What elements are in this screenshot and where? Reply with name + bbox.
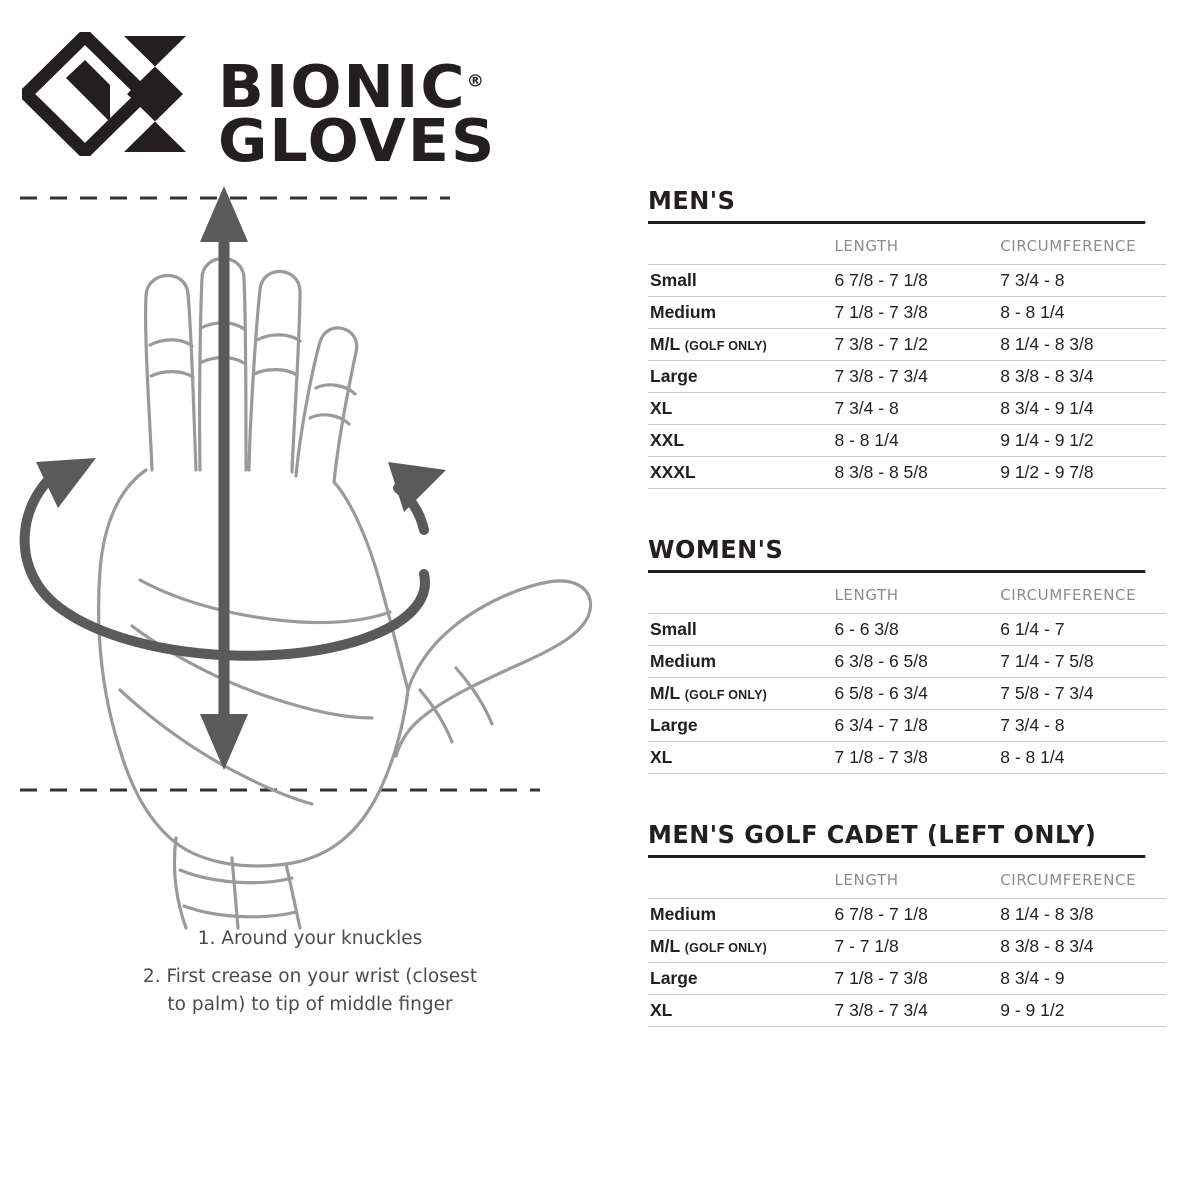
cell-size: Large	[648, 710, 834, 742]
table-title-mens: MEN'S	[648, 186, 1145, 224]
brand-wordmark	[218, 52, 497, 176]
column-header-circumference: CIRCUMFERENCE	[1000, 573, 1166, 614]
cell-length: 7 1/8 - 7 3/8	[834, 963, 1000, 995]
table-title-womens: WOMEN'S	[648, 535, 1145, 573]
registered-mark: ®	[466, 71, 484, 92]
column-header-length: LENGTH	[834, 573, 1000, 614]
cell-length: 8 3/8 - 8 5/8	[834, 457, 1000, 489]
cell-size: Large	[648, 963, 834, 995]
cell-size: Large	[648, 361, 834, 393]
column-header-length: LENGTH	[834, 224, 1000, 265]
cell-circumference: 6 1/4 - 7	[1000, 614, 1166, 646]
table-title-mens-golf-cadet: MEN'S GOLF CADET (LEFT ONLY)	[648, 820, 1145, 858]
cell-circumference: 7 3/4 - 8	[1000, 265, 1166, 297]
brand-line-2: GLOVES	[218, 106, 497, 176]
cell-length: 7 3/8 - 7 1/2	[834, 329, 1000, 361]
length-arrow	[200, 186, 248, 770]
table-row	[648, 265, 1166, 297]
cell-length: 6 5/8 - 6 3/4	[834, 678, 1000, 710]
cell-size: Small	[648, 265, 834, 297]
column-header-circumference: CIRCUMFERENCE	[1000, 858, 1166, 899]
cell-size: M/L (GOLF ONLY)	[648, 329, 834, 361]
hand-illustration-panel	[0, 170, 615, 1030]
table-row	[648, 614, 1166, 646]
cell-length: 7 1/8 - 7 3/8	[834, 742, 1000, 774]
cell-length: 7 - 7 1/8	[834, 931, 1000, 963]
cell-size: XXXL	[648, 457, 834, 489]
brand-logo	[22, 26, 582, 176]
cell-length: 6 3/4 - 7 1/8	[834, 710, 1000, 742]
size-table-womens	[648, 573, 1166, 774]
cell-size-note: (GOLF ONLY)	[684, 688, 767, 702]
table-header-row	[648, 224, 1166, 265]
cell-size: Medium	[648, 899, 834, 931]
size-table-mens	[648, 224, 1166, 489]
table-row	[648, 646, 1166, 678]
cell-circumference: 9 1/4 - 9 1/2	[1000, 425, 1166, 457]
cell-size: XXL	[648, 425, 834, 457]
table-row	[648, 678, 1166, 710]
cell-length: 7 3/8 - 7 3/4	[834, 361, 1000, 393]
column-header-size	[648, 858, 834, 899]
table-row	[648, 361, 1166, 393]
cell-size: XL	[648, 995, 834, 1027]
table-row	[648, 297, 1166, 329]
brand-line-1: BIONIC®	[218, 52, 484, 121]
cell-length: 7 1/8 - 7 3/8	[834, 297, 1000, 329]
table-block-womens	[648, 535, 1166, 774]
table-row	[648, 931, 1166, 963]
column-header-size	[648, 224, 834, 265]
table-row	[648, 329, 1166, 361]
table-row	[648, 425, 1166, 457]
cell-size-note: (GOLF ONLY)	[684, 339, 767, 353]
cell-circumference: 9 1/2 - 9 7/8	[1000, 457, 1166, 489]
hand-measurement-illustration	[0, 170, 615, 930]
cell-length: 6 3/8 - 6 5/8	[834, 646, 1000, 678]
cell-circumference: 8 1/4 - 8 3/8	[1000, 899, 1166, 931]
cell-size: XL	[648, 742, 834, 774]
column-header-circumference: CIRCUMFERENCE	[1000, 224, 1166, 265]
column-header-length: LENGTH	[834, 858, 1000, 899]
cell-circumference: 8 - 8 1/4	[1000, 742, 1166, 774]
table-block-mens-golf-cadet	[648, 820, 1166, 1027]
size-table-mens-golf-cadet	[648, 858, 1166, 1027]
cell-size: Medium	[648, 646, 834, 678]
column-header-size	[648, 573, 834, 614]
table-row	[648, 742, 1166, 774]
cell-circumference: 8 3/8 - 8 3/4	[1000, 931, 1166, 963]
table-row	[648, 710, 1166, 742]
cell-size: Small	[648, 614, 834, 646]
cell-circumference: 8 3/4 - 9 1/4	[1000, 393, 1166, 425]
table-row	[648, 457, 1166, 489]
cell-size: Medium	[648, 297, 834, 329]
instruction-2: 2. First crease on your wrist (closest to palm) to tip of middle finger	[142, 965, 478, 1015]
cell-circumference: 8 - 8 1/4	[1000, 297, 1166, 329]
cell-size: XL	[648, 393, 834, 425]
measurement-instructions	[60, 925, 560, 1018]
cell-length: 7 3/4 - 8	[834, 393, 1000, 425]
cell-size-note: (GOLF ONLY)	[684, 941, 767, 955]
table-header-row	[648, 858, 1166, 899]
cell-circumference: 7 3/4 - 8	[1000, 710, 1166, 742]
cell-length: 6 7/8 - 7 1/8	[834, 899, 1000, 931]
table-row	[648, 963, 1166, 995]
cell-length: 6 - 6 3/8	[834, 614, 1000, 646]
instruction-1: 1. Around your knuckles	[197, 928, 423, 949]
cell-circumference: 9 - 9 1/2	[1000, 995, 1166, 1027]
cell-circumference: 7 1/4 - 7 5/8	[1000, 646, 1166, 678]
size-tables	[648, 186, 1166, 1073]
cell-circumference: 8 3/4 - 9	[1000, 963, 1166, 995]
bionic-diamond-logo-icon	[22, 32, 202, 156]
cell-length: 7 3/8 - 7 3/4	[834, 995, 1000, 1027]
cell-size: M/L (GOLF ONLY)	[648, 678, 834, 710]
table-row	[648, 899, 1166, 931]
cell-length: 8 - 8 1/4	[834, 425, 1000, 457]
table-block-mens	[648, 186, 1166, 489]
cell-length: 6 7/8 - 7 1/8	[834, 265, 1000, 297]
cell-circumference: 8 1/4 - 8 3/8	[1000, 329, 1166, 361]
table-row	[648, 393, 1166, 425]
table-row	[648, 995, 1166, 1027]
cell-size: M/L (GOLF ONLY)	[648, 931, 834, 963]
cell-circumference: 7 5/8 - 7 3/4	[1000, 678, 1166, 710]
cell-circumference: 8 3/8 - 8 3/4	[1000, 361, 1166, 393]
table-header-row	[648, 573, 1166, 614]
